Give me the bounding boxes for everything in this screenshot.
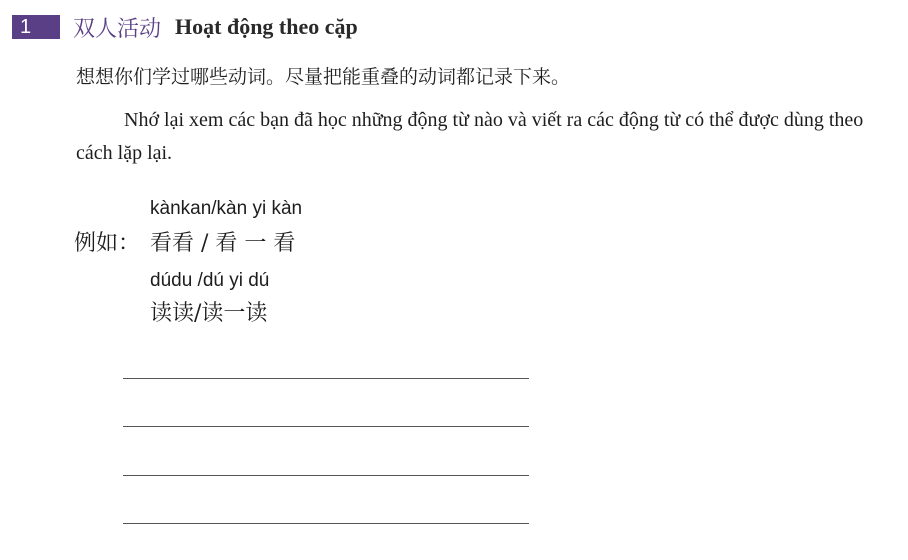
exercise-title-chinese: 双人活动 xyxy=(73,16,162,42)
example-pinyin-2: dúdu /dú yi dú xyxy=(150,270,270,291)
exercise-header xyxy=(12,12,358,42)
exercise-number-badge: 1 xyxy=(12,15,60,39)
example-label: 例如： xyxy=(74,231,141,256)
instruction-chinese: 想想你们学过哪些动词。尽量把能重叠的动词都记录下来。 xyxy=(76,66,571,88)
answer-line-3[interactable] xyxy=(123,475,529,476)
example-pinyin-1: kànkan/kàn yi kàn xyxy=(150,198,303,219)
example-hanzi-1: 看看 / 看 一 看 xyxy=(150,231,296,256)
instruction-vietnamese: Nhớ lại xem các bạn đã học những động từ nào và viết ra các động từ có thể được dùng theo cách lặp lại. xyxy=(76,109,864,164)
answer-line-4[interactable] xyxy=(123,523,529,524)
exercise-title-vietnamese: Hoạt động theo cặp xyxy=(175,14,358,39)
example-hanzi-2: 读读/读一读 xyxy=(150,301,268,326)
answer-line-1[interactable] xyxy=(123,378,529,379)
answer-line-2[interactable] xyxy=(123,426,529,427)
